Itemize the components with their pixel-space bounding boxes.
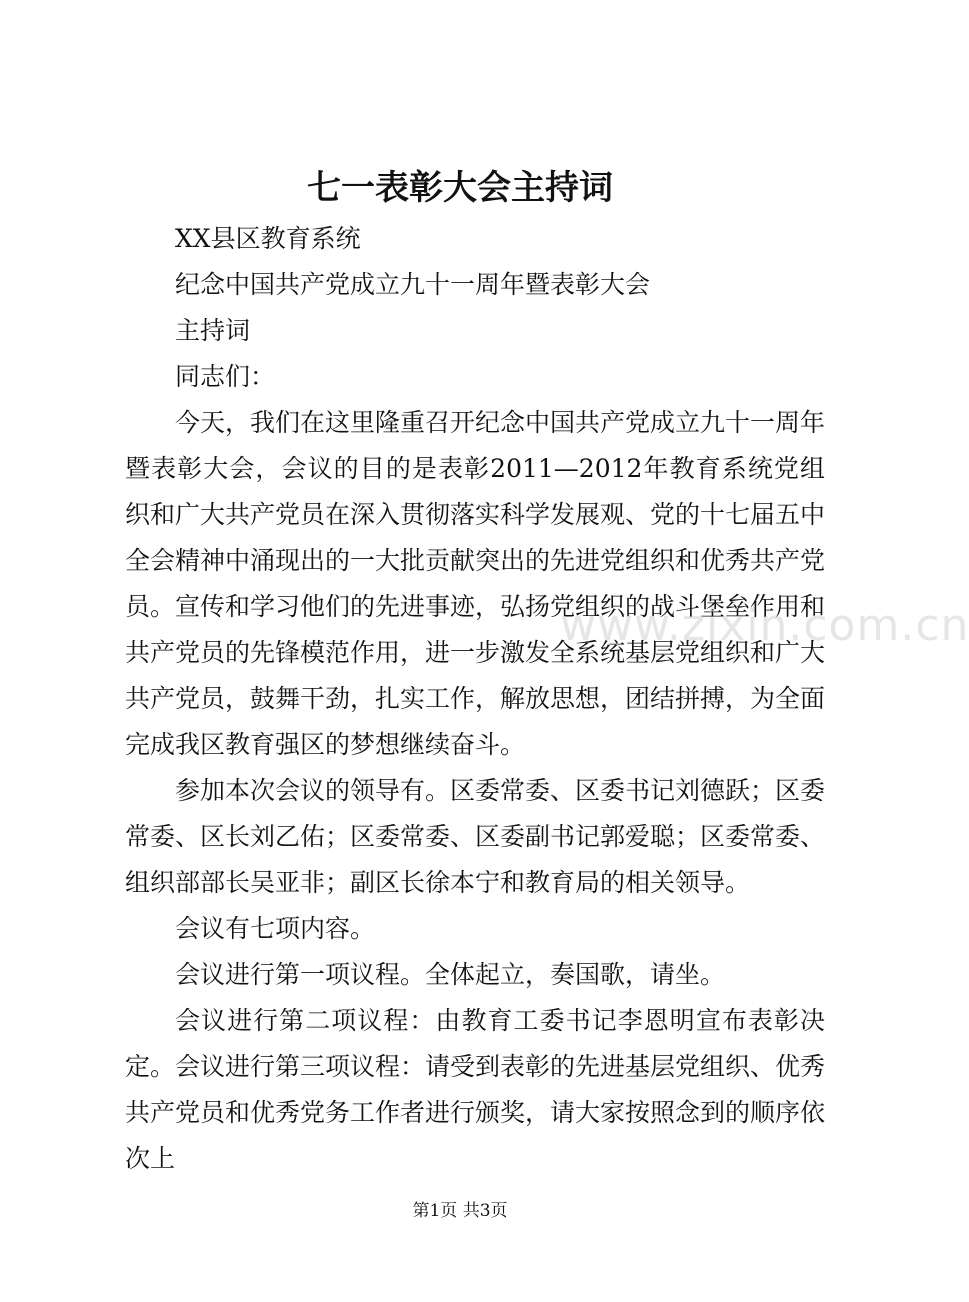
paragraph-agenda-count: 会议有七项内容。 <box>175 914 376 943</box>
document-body <box>125 216 825 1182</box>
paragraph-event-name: 纪念中国共产党成立九十一周年暨表彰大会 <box>175 270 651 299</box>
site-watermark: www.zixin.com.cn <box>560 600 969 651</box>
paragraph-subtitle: 主持词 <box>175 316 251 345</box>
paragraph-greeting: 同志们： <box>175 362 276 391</box>
paragraph-organization: XX县区教育系统 <box>175 224 361 253</box>
document-title: 七一表彰大会主持词 <box>307 168 613 208</box>
paragraph-opening: 今天，我们在这里隆重召开纪念中国共产党成立九十一周年暨表彰大会，会议的目的是表彰2011—2012年教育系统党组织和广大共产党员在深入贯彻落实科学发展观、党的十七届五中全会精神中涌现出的一大批贡献突出的先进党组织和优秀共产党员。宣传和学习他们的先进事迹，弘扬党组织的战斗堡垒作用和共产党员的先锋模范作用，进一步激发全系统基层党组织和广大共产党员，鼓舞干劲，扎实工作，解放思想，团结拼搏，为全面完成我区教育强区的梦想继续奋斗。 <box>125 408 826 759</box>
paragraph-agenda-item-1: 会议进行第一项议程。全体起立，奏国歌，请坐。 <box>175 960 726 989</box>
paragraph-agenda-item-2: 会议进行第二项议程：由教育工委书记李恩明宣布表彰决定。会议进行第三项议程：请受到表彰的先进基层党组织、优秀共产党员和优秀党务工作者进行颁奖，请大家按照念到的顺序依次上 <box>125 1006 826 1173</box>
page-number-footer: 第1页 共3页 <box>412 1201 508 1221</box>
paragraph-attendees: 参加本次会议的领导有。区委常委、区委书记刘德跃；区委常委、区长刘乙佑；区委常委、区委副书记郭爱聪；区委常委、组织部部长吴亚非；副区长徐本宁和教育局的相关领导。 <box>125 776 826 897</box>
